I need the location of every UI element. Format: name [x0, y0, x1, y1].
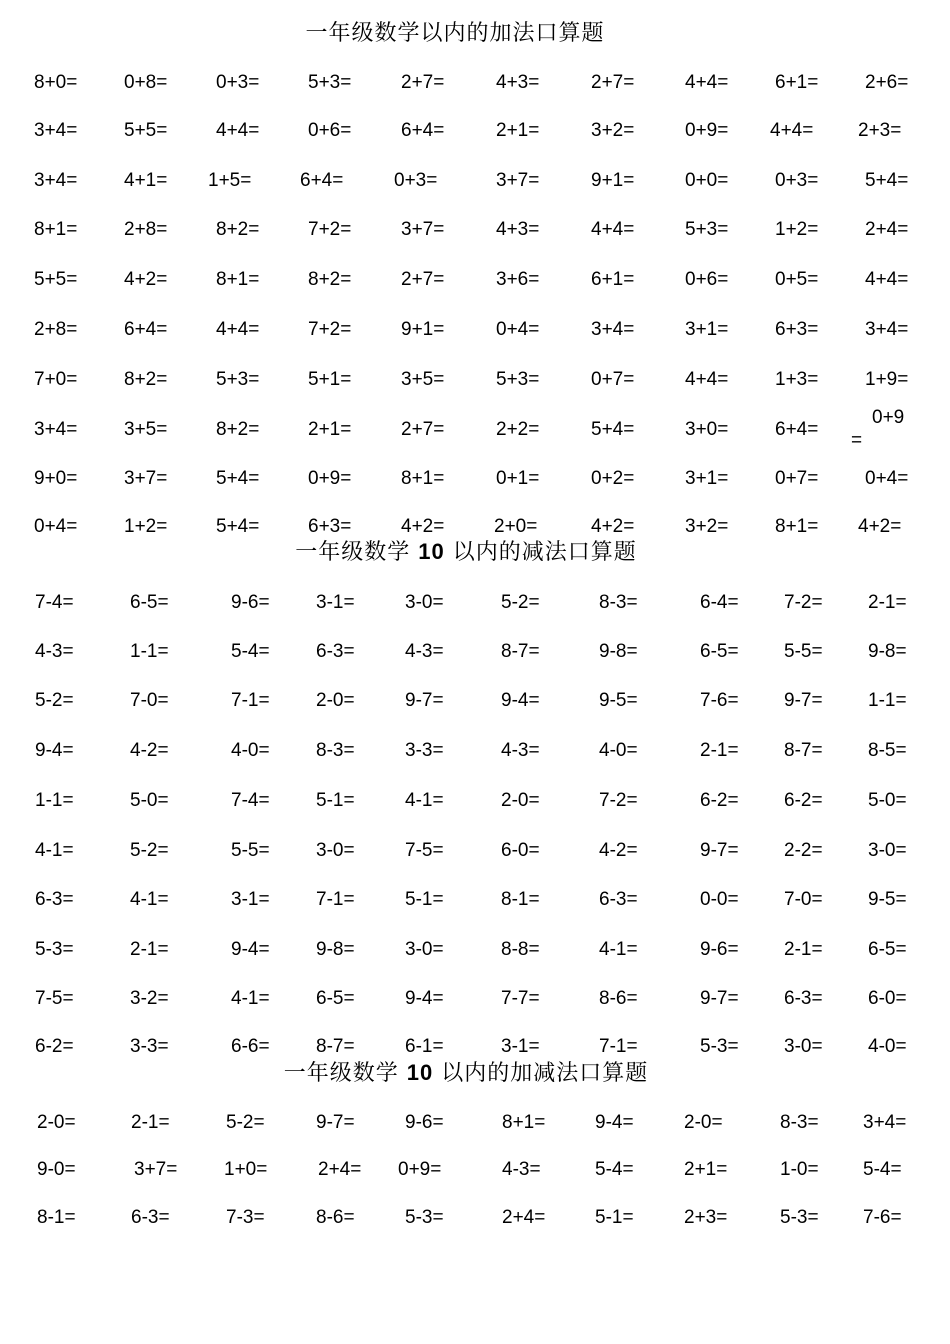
arithmetic-problem: 8+1=	[401, 468, 445, 489]
arithmetic-problem: 7+2=	[308, 319, 352, 340]
arithmetic-problem: 0+3=	[216, 72, 260, 93]
arithmetic-problem: 0+7=	[591, 369, 635, 390]
arithmetic-problem: 9-7=	[784, 690, 823, 711]
arithmetic-problem: 0+1=	[496, 468, 540, 489]
arithmetic-problem: 2+1=	[308, 419, 352, 440]
arithmetic-problem: 6-2=	[35, 1036, 74, 1057]
arithmetic-problem: 6-6=	[231, 1036, 270, 1057]
arithmetic-problem: 4-2=	[130, 740, 169, 761]
arithmetic-problem: 5-2=	[130, 840, 169, 861]
arithmetic-problem: 7-6=	[863, 1207, 902, 1228]
arithmetic-problem: 8+2=	[124, 369, 168, 390]
arithmetic-problem: 2+3=	[684, 1207, 728, 1228]
arithmetic-problem: 3+7=	[124, 468, 168, 489]
arithmetic-problem: 4-0=	[868, 1036, 907, 1057]
arithmetic-problem: 3-1=	[231, 889, 270, 910]
section-title-suffix: 以内的加减法口算题	[441, 1061, 649, 1086]
arithmetic-problem: 3-0=	[784, 1036, 823, 1057]
arithmetic-problem: 1+2=	[775, 219, 819, 240]
arithmetic-problem: 4+2=	[401, 516, 445, 537]
arithmetic-problem: 7-2=	[784, 592, 823, 613]
arithmetic-problem: 9-4=	[595, 1112, 634, 1133]
arithmetic-problem: 0+8=	[124, 72, 168, 93]
arithmetic-problem: 9+1=	[591, 170, 635, 191]
arithmetic-problem: 0+4=	[34, 516, 78, 537]
arithmetic-problem: 3-2=	[130, 988, 169, 1009]
arithmetic-problem: 3-3=	[130, 1036, 169, 1057]
arithmetic-problem: 5-4=	[231, 641, 270, 662]
arithmetic-problem: 9-8=	[599, 641, 638, 662]
arithmetic-problem: 6-0=	[501, 840, 540, 861]
section-title-prefix: 一年级数学	[295, 540, 411, 565]
section-title-subtraction	[11, 539, 921, 566]
arithmetic-problem: 0+3=	[775, 170, 819, 191]
arithmetic-problem: 3+7=	[496, 170, 540, 191]
arithmetic-problem: 2+1=	[684, 1159, 728, 1180]
arithmetic-problem: 4+1=	[124, 170, 168, 191]
arithmetic-problem: 3+4=	[591, 319, 635, 340]
arithmetic-problem: 3+0=	[685, 419, 729, 440]
arithmetic-problem: 9+1=	[401, 319, 445, 340]
arithmetic-problem: 9-4=	[35, 740, 74, 761]
arithmetic-problem: 1+3=	[775, 369, 819, 390]
arithmetic-problem: 9-6=	[405, 1112, 444, 1133]
arithmetic-problem: 5-4=	[595, 1159, 634, 1180]
arithmetic-problem: 3+2=	[685, 516, 729, 537]
arithmetic-problem: 6-2=	[700, 790, 739, 811]
arithmetic-problem: 2-1=	[131, 1112, 170, 1133]
arithmetic-problem: 4+2=	[591, 516, 635, 537]
arithmetic-problem: 4+3=	[496, 72, 540, 93]
arithmetic-problem: 6+3=	[308, 516, 352, 537]
arithmetic-problem: 6-3=	[784, 988, 823, 1009]
arithmetic-problem: 2+6=	[865, 72, 909, 93]
arithmetic-problem: 2+8=	[34, 319, 78, 340]
arithmetic-problem: 6+1=	[775, 72, 819, 93]
arithmetic-problem: 3-3=	[405, 740, 444, 761]
arithmetic-problem: 0+0=	[685, 170, 729, 191]
arithmetic-problem: 5+4=	[591, 419, 635, 440]
arithmetic-problem: 6+4=	[775, 419, 819, 440]
arithmetic-problem: 4+2=	[858, 516, 902, 537]
arithmetic-problem: 9-4=	[405, 988, 444, 1009]
arithmetic-problem: 9-4=	[501, 690, 540, 711]
arithmetic-problem: 8-3=	[599, 592, 638, 613]
arithmetic-problem: 3+1=	[685, 319, 729, 340]
arithmetic-problem: 7-3=	[226, 1207, 265, 1228]
arithmetic-problem: 5+1=	[308, 369, 352, 390]
arithmetic-problem: 2-2=	[784, 840, 823, 861]
arithmetic-problem: 2+8=	[124, 219, 168, 240]
arithmetic-problem: 8-1=	[501, 889, 540, 910]
split-problem-equals: =	[851, 430, 863, 451]
arithmetic-problem: 5-0=	[868, 790, 907, 811]
arithmetic-problem: 3+5=	[124, 419, 168, 440]
arithmetic-problem: 8+1=	[502, 1112, 546, 1133]
arithmetic-problem: 5+5=	[34, 269, 78, 290]
arithmetic-problem: 3-0=	[316, 840, 355, 861]
arithmetic-problem: 3-1=	[501, 1036, 540, 1057]
arithmetic-problem: 5-3=	[780, 1207, 819, 1228]
arithmetic-problem: 4-3=	[35, 641, 74, 662]
arithmetic-problem: 4-3=	[405, 641, 444, 662]
arithmetic-problem: 2+7=	[401, 419, 445, 440]
arithmetic-problem: 5-2=	[501, 592, 540, 613]
arithmetic-problem: 3+4=	[863, 1112, 907, 1133]
arithmetic-problem: 9-4=	[231, 939, 270, 960]
arithmetic-problem: 8+2=	[216, 219, 260, 240]
arithmetic-problem: 6-5=	[700, 641, 739, 662]
arithmetic-problem: 4-1=	[35, 840, 74, 861]
arithmetic-problem: 8+2=	[308, 269, 352, 290]
arithmetic-problem: 1+9=	[865, 369, 909, 390]
arithmetic-problem: 6-4=	[700, 592, 739, 613]
arithmetic-problem: 4-3=	[501, 740, 540, 761]
arithmetic-problem: 5-1=	[405, 889, 444, 910]
arithmetic-problem: 9-6=	[700, 939, 739, 960]
arithmetic-problem: 5-4=	[863, 1159, 902, 1180]
arithmetic-problem: 3-0=	[405, 592, 444, 613]
arithmetic-problem: 8+2=	[216, 419, 260, 440]
arithmetic-problem: 3+7=	[401, 219, 445, 240]
arithmetic-problem: 0+9=	[308, 468, 352, 489]
arithmetic-problem: 7-1=	[316, 889, 355, 910]
arithmetic-problem: 2+2=	[496, 419, 540, 440]
arithmetic-problem: 8-6=	[316, 1207, 355, 1228]
arithmetic-problem: 9-8=	[868, 641, 907, 662]
arithmetic-problem: 2-0=	[684, 1112, 723, 1133]
arithmetic-problem: 3+4=	[34, 419, 78, 440]
arithmetic-problem: 5-5=	[784, 641, 823, 662]
arithmetic-problem: 7-4=	[35, 592, 74, 613]
arithmetic-problem: 5+3=	[308, 72, 352, 93]
arithmetic-problem: 4+4=	[865, 269, 909, 290]
arithmetic-problem: 7+2=	[308, 219, 352, 240]
arithmetic-problem: 2-0=	[316, 690, 355, 711]
arithmetic-problem: 3+7=	[134, 1159, 178, 1180]
arithmetic-problem: 6-3=	[599, 889, 638, 910]
arithmetic-problem: 4-1=	[231, 988, 270, 1009]
arithmetic-problem: 8-8=	[501, 939, 540, 960]
arithmetic-problem: 4-1=	[405, 790, 444, 811]
arithmetic-problem: 6+1=	[591, 269, 635, 290]
arithmetic-problem: 5+4=	[216, 516, 260, 537]
arithmetic-problem: 1-1=	[130, 641, 169, 662]
arithmetic-problem: 4+4=	[770, 120, 814, 141]
section-title-suffix: 以内的减法口算题	[452, 540, 637, 565]
arithmetic-problem: 9-5=	[868, 889, 907, 910]
arithmetic-problem: 7-2=	[599, 790, 638, 811]
arithmetic-problem: 6-3=	[316, 641, 355, 662]
arithmetic-problem: 6-1=	[405, 1036, 444, 1057]
arithmetic-problem: 8-5=	[868, 740, 907, 761]
arithmetic-problem: 1-1=	[35, 790, 74, 811]
arithmetic-problem: 4+4=	[216, 120, 260, 141]
arithmetic-problem: 7-1=	[599, 1036, 638, 1057]
arithmetic-problem: 4-0=	[599, 740, 638, 761]
arithmetic-problem: 5-2=	[226, 1112, 265, 1133]
arithmetic-problem: 8-6=	[599, 988, 638, 1009]
arithmetic-problem: 7-1=	[231, 690, 270, 711]
arithmetic-problem: 2-0=	[501, 790, 540, 811]
arithmetic-problem: 4+4=	[685, 369, 729, 390]
arithmetic-problem: 3-0=	[868, 840, 907, 861]
arithmetic-problem: 2+0=	[494, 516, 538, 537]
arithmetic-problem: 0+3=	[394, 170, 438, 191]
arithmetic-problem: 4-2=	[599, 840, 638, 861]
arithmetic-problem: 2+7=	[591, 72, 635, 93]
arithmetic-problem: 0+5=	[775, 269, 819, 290]
arithmetic-problem: 8-7=	[316, 1036, 355, 1057]
arithmetic-problem: 3+4=	[34, 170, 78, 191]
arithmetic-problem: 0+9=	[398, 1159, 442, 1180]
arithmetic-problem: 1+5=	[208, 170, 252, 191]
arithmetic-problem: 5-3=	[405, 1207, 444, 1228]
arithmetic-problem: 1+2=	[124, 516, 168, 537]
arithmetic-problem: 1-1=	[868, 690, 907, 711]
arithmetic-problem: 0+4=	[865, 468, 909, 489]
arithmetic-problem: 5-0=	[130, 790, 169, 811]
arithmetic-problem: 9-7=	[316, 1112, 355, 1133]
section-title-addition	[0, 21, 910, 47]
arithmetic-problem: 6+4=	[124, 319, 168, 340]
arithmetic-problem: 8+1=	[775, 516, 819, 537]
arithmetic-problem: 6-2=	[784, 790, 823, 811]
arithmetic-problem: 0+4=	[496, 319, 540, 340]
arithmetic-problem: 6-3=	[35, 889, 74, 910]
arithmetic-problem: 2-1=	[784, 939, 823, 960]
section-title-text: 一年级数学以内的加法口算题	[305, 21, 605, 46]
arithmetic-problem: 9-7=	[700, 840, 739, 861]
arithmetic-problem: 3+1=	[685, 468, 729, 489]
arithmetic-problem: 4+2=	[124, 269, 168, 290]
arithmetic-problem: 2-1=	[868, 592, 907, 613]
arithmetic-problem: 7-0=	[784, 889, 823, 910]
arithmetic-problem: 9-0=	[37, 1159, 76, 1180]
arithmetic-problem: 9-5=	[599, 690, 638, 711]
arithmetic-problem: 2-1=	[130, 939, 169, 960]
arithmetic-problem: 4-3=	[502, 1159, 541, 1180]
arithmetic-problem: 4-0=	[231, 740, 270, 761]
arithmetic-problem: 3+4=	[865, 319, 909, 340]
arithmetic-problem: 2+1=	[496, 120, 540, 141]
arithmetic-problem: 3+5=	[401, 369, 445, 390]
arithmetic-problem: 2-0=	[37, 1112, 76, 1133]
arithmetic-problem: 4+4=	[591, 219, 635, 240]
arithmetic-problem: 0+9=	[685, 120, 729, 141]
arithmetic-problem: 5+5=	[124, 120, 168, 141]
arithmetic-problem: 6+4=	[300, 170, 344, 191]
arithmetic-problem: 4-1=	[130, 889, 169, 910]
arithmetic-problem: 5-3=	[35, 939, 74, 960]
arithmetic-problem: 7-5=	[405, 840, 444, 861]
arithmetic-problem: 4+4=	[216, 319, 260, 340]
arithmetic-problem: 8-3=	[316, 740, 355, 761]
arithmetic-problem: 5+3=	[685, 219, 729, 240]
arithmetic-problem: 0-0=	[700, 889, 739, 910]
arithmetic-problem: 2+4=	[502, 1207, 546, 1228]
arithmetic-problem: 5-2=	[35, 690, 74, 711]
arithmetic-problem: 4+4=	[685, 72, 729, 93]
arithmetic-problem: 2+4=	[318, 1159, 362, 1180]
arithmetic-problem: 8-3=	[780, 1112, 819, 1133]
arithmetic-problem: 7+0=	[34, 369, 78, 390]
arithmetic-problem: 0+6=	[685, 269, 729, 290]
arithmetic-problem: 5+3=	[496, 369, 540, 390]
section-title-number: 10	[418, 539, 445, 564]
arithmetic-problem: 8+1=	[34, 219, 78, 240]
arithmetic-problem: 8-7=	[784, 740, 823, 761]
arithmetic-problem: 6-0=	[868, 988, 907, 1009]
arithmetic-problem: 5+3=	[216, 369, 260, 390]
split-problem-top: 0+9	[872, 407, 905, 428]
arithmetic-problem: 0+2=	[591, 468, 635, 489]
arithmetic-problem: 2+7=	[401, 72, 445, 93]
arithmetic-problem: 5+4=	[865, 170, 909, 191]
arithmetic-problem: 9-7=	[700, 988, 739, 1009]
arithmetic-problem: 7-6=	[700, 690, 739, 711]
arithmetic-problem: 3+2=	[591, 120, 635, 141]
arithmetic-problem: 3+4=	[34, 120, 78, 141]
arithmetic-problem: 8+0=	[34, 72, 78, 93]
arithmetic-problem: 9-8=	[316, 939, 355, 960]
section-title-number: 10	[406, 1060, 434, 1085]
arithmetic-problem: 6-5=	[130, 592, 169, 613]
arithmetic-problem: 6+3=	[775, 319, 819, 340]
arithmetic-problem: 5-1=	[595, 1207, 634, 1228]
arithmetic-problem: 8-1=	[37, 1207, 76, 1228]
arithmetic-problem: 7-7=	[501, 988, 540, 1009]
arithmetic-problem: 9+0=	[34, 468, 78, 489]
arithmetic-problem: 6-5=	[316, 988, 355, 1009]
arithmetic-problem: 9-7=	[405, 690, 444, 711]
arithmetic-problem: 1+0=	[224, 1159, 268, 1180]
arithmetic-problem: 8+1=	[216, 269, 260, 290]
arithmetic-problem: 5+4=	[216, 468, 260, 489]
arithmetic-problem: 8-7=	[501, 641, 540, 662]
arithmetic-problem: 4+3=	[496, 219, 540, 240]
arithmetic-problem: 1-0=	[780, 1159, 819, 1180]
arithmetic-problem: 0+6=	[308, 120, 352, 141]
arithmetic-problem: 3-1=	[316, 592, 355, 613]
arithmetic-problem: 4-1=	[599, 939, 638, 960]
arithmetic-problem: 2+4=	[865, 219, 909, 240]
arithmetic-problem: 9-6=	[231, 592, 270, 613]
arithmetic-problem: 5-3=	[700, 1036, 739, 1057]
arithmetic-problem: 7-0=	[130, 690, 169, 711]
arithmetic-problem: 5-5=	[231, 840, 270, 861]
arithmetic-problem: 6+4=	[401, 120, 445, 141]
arithmetic-problem: 2+3=	[858, 120, 902, 141]
arithmetic-problem: 5-1=	[316, 790, 355, 811]
arithmetic-problem: 6-3=	[131, 1207, 170, 1228]
section-title-mixed	[11, 1060, 921, 1087]
section-title-prefix: 一年级数学	[283, 1061, 399, 1086]
arithmetic-problem: 0+7=	[775, 468, 819, 489]
arithmetic-problem: 2-1=	[700, 740, 739, 761]
arithmetic-problem: 2+7=	[401, 269, 445, 290]
arithmetic-problem: 3+6=	[496, 269, 540, 290]
arithmetic-problem: 7-4=	[231, 790, 270, 811]
arithmetic-problem: 6-5=	[868, 939, 907, 960]
arithmetic-problem: 7-5=	[35, 988, 74, 1009]
arithmetic-problem: 3-0=	[405, 939, 444, 960]
